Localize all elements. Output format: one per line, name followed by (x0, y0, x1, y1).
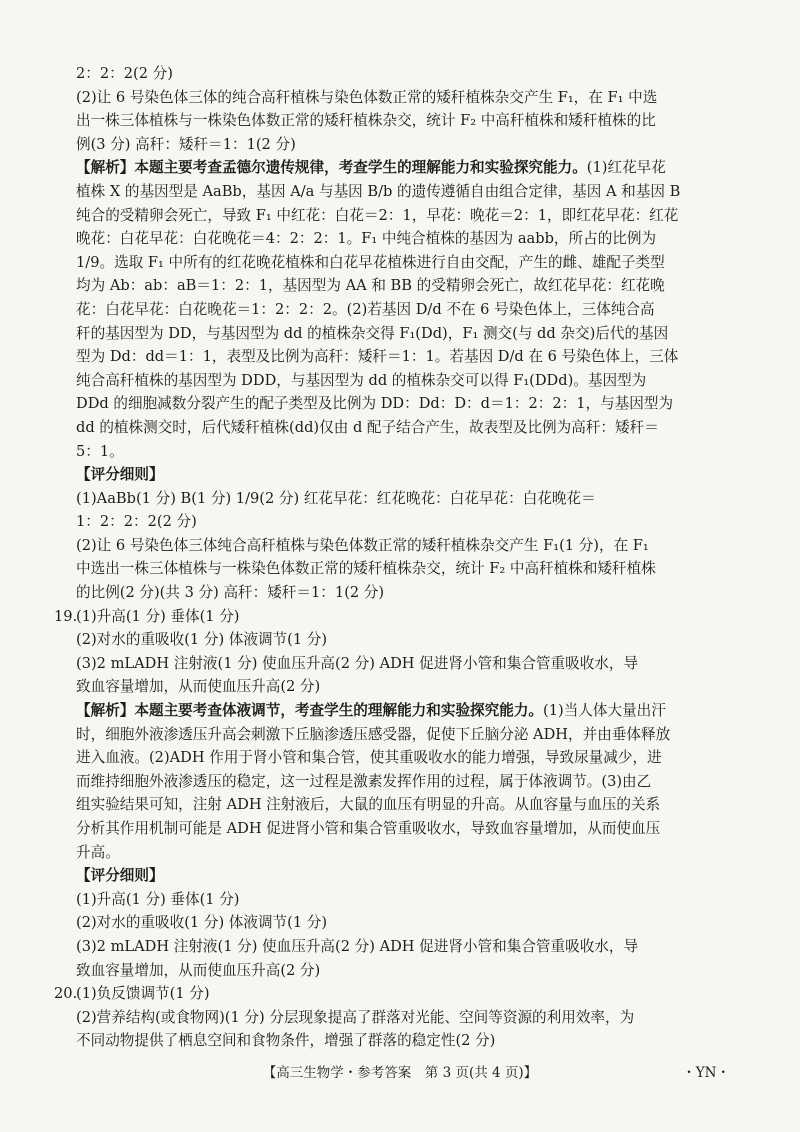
text-line (58, 416, 730, 440)
line-text: (2)对水的重吸收(1 分) 体液调节(1 分) (76, 914, 328, 932)
text-line (58, 699, 730, 723)
footer-code: ・YN・ (682, 1065, 730, 1081)
text-line (58, 156, 730, 180)
text-line (58, 534, 730, 558)
text-line (58, 180, 730, 204)
line-text: 均为 Ab：ab：aB＝1：2：1，基因型为 AA 和 BB 的受精卵会死亡，故红花早花：红花晚 (76, 277, 665, 295)
line-text: 纯合的受精卵会死亡，导致 F₁ 中红花：白花＝2：1，早花：晚花＝2：1，即红花早花：红花 (76, 206, 679, 224)
line-text: 致血容量增加，从而使血压升高(2 分) (76, 961, 321, 979)
text-line (58, 911, 730, 935)
line-text: (1)升高(1 分) 垂体(1 分) (76, 890, 240, 908)
text-line (58, 817, 730, 841)
line-text: 升高。 (76, 843, 120, 861)
text-line (58, 628, 730, 652)
page-footer (0, 1061, 800, 1085)
line-text: 例(3 分) 高秆：矮秆＝1：1(2 分) (76, 135, 296, 153)
text-line (58, 227, 730, 251)
text-line (58, 298, 730, 322)
text-line (58, 793, 730, 817)
line-text: 秆的基因型为 DD，与基因型为 dd 的植株杂交得 F₁(Dd)，F₁ 测交(与 dd 杂交)后代的基因 (76, 324, 669, 342)
line-text: 致血容量增加，从而使血压升高(2 分) (76, 678, 321, 696)
text-line (58, 345, 730, 369)
line-text: (2)让 6 号染色体三体的纯合高秆植株与染色体数正常的矮秆植株杂交产生 F₁，在 F₁ 中选 (76, 88, 658, 106)
text-line (58, 864, 730, 888)
text-line (58, 581, 730, 605)
text-line (58, 62, 730, 86)
question-number: 20. (54, 985, 78, 1003)
text-line (58, 1006, 730, 1030)
line-text: (1)负反馈调节(1 分) (76, 985, 210, 1003)
text-line (58, 888, 730, 912)
text-line (58, 770, 730, 794)
line-text: 不同动物提供了栖息空间和食物条件，增强了群落的稳定性(2 分) (76, 1032, 496, 1050)
text-line (58, 274, 730, 298)
line-text: 而维持细胞外液渗透压的稳定，这一过程是激素发挥作用的过程，属于体液调节。(3)由乙 (76, 772, 652, 790)
text-line (54, 605, 730, 629)
question-number: 19. (54, 607, 78, 625)
line-text: (2)对水的重吸收(1 分) 体液调节(1 分) (76, 631, 328, 649)
line-text: (1)当人体大量出汗 (543, 702, 666, 720)
line-text: DDd 的细胞减数分裂产生的配子类型及比例为 DD：Dd：D：d＝1：2：2：1，与基因型为 (76, 395, 674, 413)
text-line (54, 982, 730, 1006)
text-line (58, 959, 730, 983)
text-line (58, 109, 730, 133)
line-text: 纯合高秆植株的基因型为 DDD，与基因型为 dd 的植株杂交可以得 F₁(DDd)。基因型为 (76, 371, 647, 389)
section-heading: 【解析】本题主要考查孟德尔遗传规律，考查学生的理解能力和实验探究能力。 (76, 159, 587, 177)
text-line (58, 1029, 730, 1053)
text-line (58, 723, 730, 747)
line-text: 5：1。 (76, 442, 124, 460)
line-text: 1/9。选取 F₁ 中所有的红花晚花植株和白花早花植株进行自由交配，产生的雌、雄配子类型 (76, 253, 665, 271)
line-text: (1)红花早花 (586, 159, 666, 177)
line-text: 组实验结果可知，注射 ADH 注射液后，大鼠的血压有明显的升高。从血容量与血压的关系 (76, 796, 661, 814)
text-line (58, 746, 730, 770)
line-text: (3)2 mLADH 注射液(1 分) 使血压升高(2 分) ADH 促进肾小管和集合管重吸收水，导 (76, 654, 639, 672)
line-text: 分析其作用机制可能是 ADH 促进肾小管和集合管重吸收水，导致血容量增加，从而使血压 (76, 820, 661, 837)
line-text: 1：2：2：2(2 分) (76, 513, 197, 531)
text-line (58, 86, 730, 110)
text-line (58, 133, 730, 157)
section-heading: 【评分细则】 (76, 867, 164, 885)
line-text: (1)升高(1 分) 垂体(1 分) (76, 607, 240, 625)
text-line (58, 841, 730, 865)
line-text: (1)AaBb(1 分) B(1 分) 1/9(2 分) 红花早花：红花晚花：白花早花：白花晚花＝ (76, 489, 596, 507)
text-line (58, 557, 730, 581)
line-text: 中选出一株三体植株与一株染色体数正常的矮秆植株杂交，统计 F₂ 中高秆植株和矮秆植株 (76, 560, 656, 578)
text-line (58, 935, 730, 959)
text-line (58, 204, 730, 228)
line-text: 进入血液。(2)ADH 作用于肾小管和集合管，使其重吸收水的能力增强，导致尿量减少，进 (76, 749, 662, 767)
text-line (58, 440, 730, 464)
text-line (58, 251, 730, 275)
text-line (58, 487, 730, 511)
line-text: 出一株三体植株与一株染色体数正常的矮秆植株杂交，统计 F₂ 中高秆植株和矮秆植株的比 (76, 112, 656, 130)
text-line (58, 652, 730, 676)
text-line (58, 322, 730, 346)
text-line (58, 369, 730, 393)
text-line (58, 463, 730, 487)
text-line (58, 510, 730, 534)
answer-content (54, 62, 730, 1053)
line-text: 植株 X 的基因型是 AaBb，基因 A/a 与基因 B/b 的遗传遵循自由组合定律，基因 A 和基因 B (76, 182, 681, 200)
line-text: (2)营养结构(或食物网)(1 分) 分层现象提高了群落对光能、空间等资源的利用效率，为 (76, 1008, 635, 1026)
line-text: (3)2 mLADH 注射液(1 分) 使血压升高(2 分) ADH 促进肾小管和集合管重吸收水，导 (76, 937, 639, 955)
text-line (58, 675, 730, 699)
footer-page-info: 【高三生物学・参考答案 第 3 页(共 4 页)】 (262, 1065, 538, 1081)
line-text: (2)让 6 号染色体三体纯合高秆植株与染色体数正常的矮秆植株杂交产生 F₁(1 分)，在 F₁ (76, 536, 649, 554)
line-text: 时，细胞外液渗透压升高会刺激下丘脑渗透压感受器，促使下丘脑分泌 ADH，并由垂体释放 (76, 725, 671, 743)
line-text: 2：2：2(2 分) (76, 65, 173, 82)
section-heading: 【解析】本题主要考查体液调节，考查学生的理解能力和实验探究能力。 (76, 702, 544, 720)
text-line (58, 392, 730, 416)
line-text: 型为 Dd：dd＝1：1，表型及比例为高秆：矮秆＝1：1。若基因 D/d 在 6 号染色体上，三体 (76, 348, 679, 366)
section-heading: 【评分细则】 (76, 466, 164, 484)
line-text: 的比例(2 分)(共 3 分) 高秆：矮秆＝1：1(2 分) (76, 584, 385, 602)
line-text: 晚花：白花早花：白花晚花＝4：2：2：1。F₁ 中纯合植株的基因为 aabb，所占的比例为 (76, 230, 657, 248)
line-text: dd 的植株测交时，后代矮秆植株(dd)仅由 d 配子结合产生，故表型及比例为高秆：矮秆＝ (76, 418, 659, 436)
line-text: 花：白花早花：白花晚花＝1：2：2：2。(2)若基因 D/d 不在 6 号染色体上，三体纯合高 (76, 300, 655, 318)
